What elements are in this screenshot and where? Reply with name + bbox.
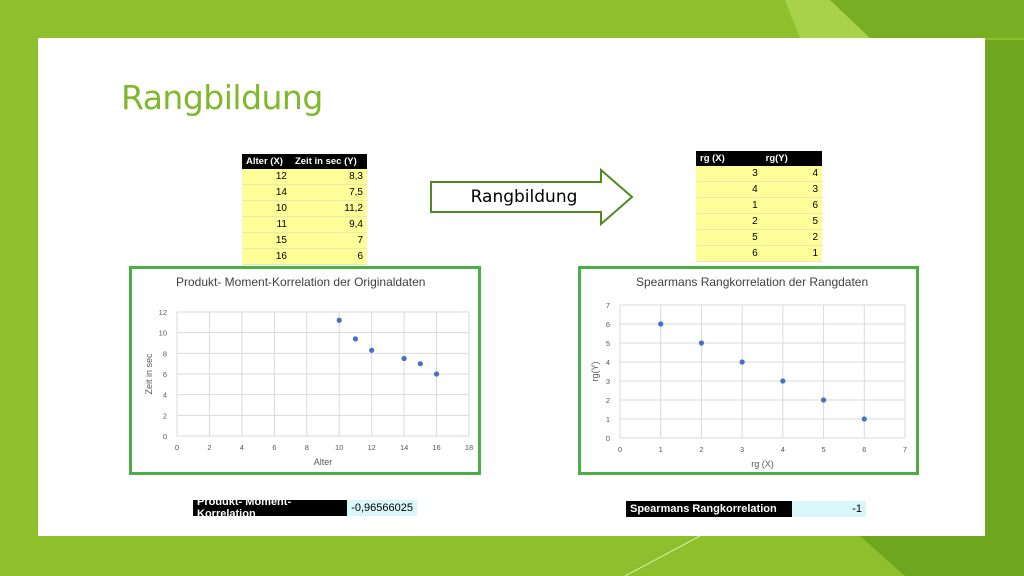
x-tick-label: 5 xyxy=(821,445,826,454)
x-axis-label: rg (X) xyxy=(751,459,774,469)
table-row xyxy=(696,182,822,198)
y-tick-label: 1 xyxy=(605,415,610,424)
x-tick-label: 4 xyxy=(780,445,785,454)
x-tick-label: 10 xyxy=(335,443,344,452)
y-tick-label: 0 xyxy=(605,434,610,443)
table-row xyxy=(696,198,822,214)
data-point xyxy=(353,336,358,341)
x-axis-label: Alter xyxy=(313,457,333,467)
table-cell: 5 xyxy=(696,230,762,246)
arrow-label: Rangbildung xyxy=(470,187,578,207)
y-axis-label: rg(Y) xyxy=(590,361,600,382)
chart-title: Produkt- Moment-Korrelation der Originaldaten xyxy=(176,275,426,289)
pearson-result xyxy=(193,496,417,520)
x-tick-label: 0 xyxy=(617,445,623,454)
data-point xyxy=(434,371,439,376)
table-cell: 4 xyxy=(696,182,762,198)
data-point xyxy=(862,416,867,421)
x-tick-label: 3 xyxy=(740,445,745,454)
table-cell: 1 xyxy=(696,198,762,214)
x-tick-label: 16 xyxy=(432,443,441,452)
y-axis-label: Zeit in sec xyxy=(144,353,154,395)
data-point xyxy=(740,359,745,364)
table-cell: 1 xyxy=(762,246,822,262)
y-tick-label: 12 xyxy=(158,308,167,317)
y-tick-label: 10 xyxy=(158,328,167,338)
y-tick-label: 3 xyxy=(605,377,610,386)
column-header: rg (X) xyxy=(696,151,762,166)
x-tick-label: 7 xyxy=(902,445,908,454)
rank-data-table xyxy=(696,151,822,262)
spearman-result-label: Spearmans Rangkorrelation xyxy=(626,501,792,517)
table-cell: 5 xyxy=(762,214,822,230)
x-tick-label: 6 xyxy=(272,443,277,452)
x-tick-label: 0 xyxy=(174,443,180,452)
table-row xyxy=(242,233,367,249)
table-cell: 3 xyxy=(762,182,822,198)
y-tick-label: 8 xyxy=(162,349,167,359)
data-point xyxy=(402,356,407,361)
x-tick-label: 14 xyxy=(399,443,409,452)
pearson-result-label: Produkt- Moment-Korrelation xyxy=(193,500,347,516)
table-cell: 11,2 xyxy=(291,201,367,217)
table-row xyxy=(696,166,822,182)
data-point xyxy=(369,348,374,353)
table-cell: 9,4 xyxy=(291,217,367,233)
table-cell: 14 xyxy=(242,185,291,201)
table-row xyxy=(242,169,367,185)
spearman-result xyxy=(626,501,866,517)
x-tick-label: 12 xyxy=(367,443,376,452)
y-tick-label: 4 xyxy=(605,358,610,367)
slide-title: Rangbildung xyxy=(121,78,323,117)
scatter-plot xyxy=(581,269,916,472)
table-cell: 7 xyxy=(291,233,367,249)
spearman-result-value: -1 xyxy=(792,501,866,517)
x-tick-label: 6 xyxy=(862,445,867,454)
table-cell: 16 xyxy=(242,249,291,265)
table-cell: 6 xyxy=(762,198,822,214)
table-cell: 2 xyxy=(696,214,762,230)
data-point xyxy=(418,361,423,366)
table-header-row xyxy=(696,151,822,166)
data-point xyxy=(337,318,342,323)
y-tick-label: 6 xyxy=(605,320,610,329)
table-row xyxy=(242,185,367,201)
slide xyxy=(38,38,985,536)
y-tick-label: 2 xyxy=(162,411,167,421)
data-point xyxy=(821,397,826,402)
scatter-plot xyxy=(132,269,478,472)
x-tick-label: 2 xyxy=(207,443,212,452)
table-cell: 6 xyxy=(696,246,762,262)
rank-arrow xyxy=(429,168,635,226)
table-row xyxy=(696,214,822,230)
table-cell: 2 xyxy=(762,230,822,246)
table-row xyxy=(696,246,822,262)
y-tick-label: 4 xyxy=(162,390,167,400)
y-tick-label: 0 xyxy=(162,432,167,441)
table-header-row xyxy=(242,154,367,169)
table-cell: 3 xyxy=(696,166,762,182)
table-row xyxy=(242,217,367,233)
table-cell: 7,5 xyxy=(291,185,367,201)
x-tick-label: 18 xyxy=(464,443,474,452)
column-header: rg(Y) xyxy=(762,151,822,166)
table-row xyxy=(696,230,822,246)
table-cell: 6 xyxy=(291,249,367,265)
data-point xyxy=(699,340,704,345)
table-cell: 8,3 xyxy=(291,169,367,185)
table-row xyxy=(242,201,367,217)
original-data-table xyxy=(242,154,367,265)
data-point xyxy=(780,378,785,383)
chart-title: Spearmans Rangkorrelation der Rangdaten xyxy=(636,275,869,289)
data-point xyxy=(658,321,663,326)
pearson-result-value: -0,96566025 xyxy=(347,500,417,516)
table-cell: 12 xyxy=(242,169,291,185)
x-tick-label: 4 xyxy=(239,443,244,452)
x-tick-label: 2 xyxy=(699,445,704,454)
spearman-chart xyxy=(578,266,919,475)
table-cell: 11 xyxy=(242,217,291,233)
y-tick-label: 5 xyxy=(605,339,610,348)
pearson-chart xyxy=(129,266,481,475)
y-tick-label: 6 xyxy=(162,370,167,379)
x-tick-label: 1 xyxy=(658,445,663,454)
column-header: Zeit in sec (Y) xyxy=(291,154,367,169)
y-tick-label: 7 xyxy=(605,301,610,310)
table-cell: 4 xyxy=(762,166,822,182)
table-cell: 15 xyxy=(242,233,291,249)
y-tick-label: 2 xyxy=(605,396,610,405)
column-header: Alter (X) xyxy=(242,154,291,169)
table-cell: 10 xyxy=(242,201,291,217)
x-tick-label: 8 xyxy=(304,443,309,452)
table-row xyxy=(242,249,367,265)
